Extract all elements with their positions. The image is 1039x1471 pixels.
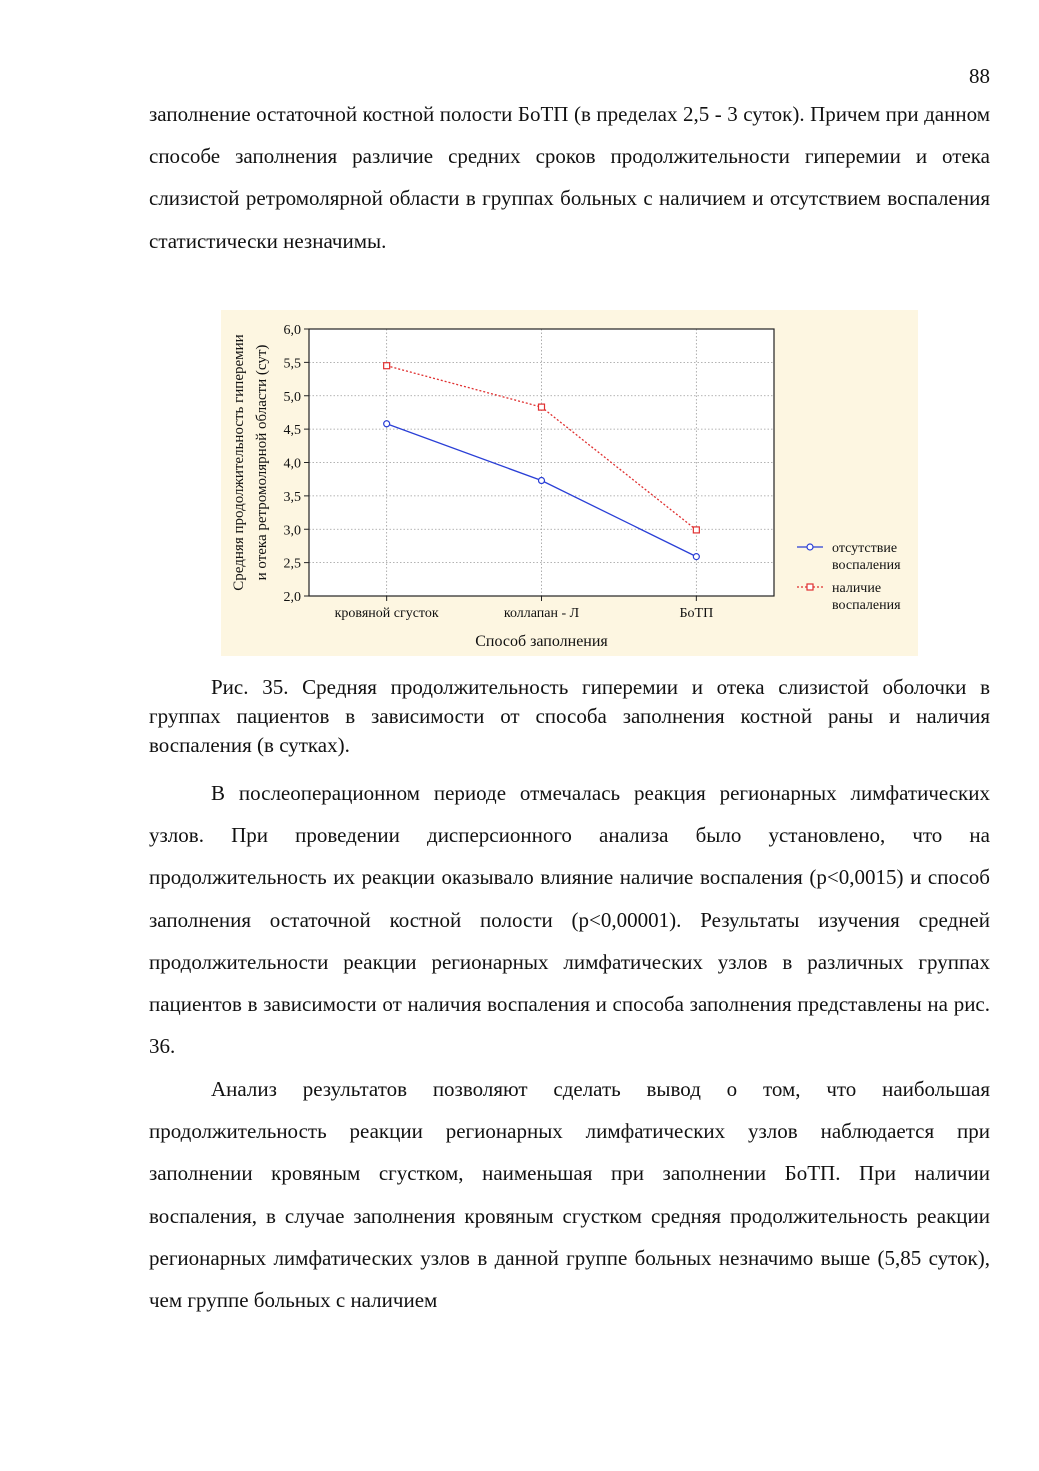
data-point [693,527,699,533]
y-tick-label: 4,5 [283,423,301,439]
y-tick-label: 3,0 [283,523,301,539]
data-point [539,478,545,484]
data-point [384,421,390,427]
y-tick-label: 2,0 [283,590,301,605]
x-tick-label: кровяной сгусток [334,606,439,621]
y-tick-label: 3,5 [283,489,301,505]
y-tick-label: 4,0 [283,456,301,472]
legend-marker [807,544,813,550]
y-tick-label: 5,5 [283,356,301,372]
y-tick-label: 2,5 [283,556,301,572]
data-point [693,554,699,560]
x-axis-label: Способ заполнения [475,633,608,650]
line-chart [221,310,918,656]
paragraph-3: Анализ результатов позволяют сделать вывод о том, что наибольшая продолжительность реакции регионарных лимфатических узлов наблюдается при заполнении кровяным сгустком, наименьшая при заполнении БоТП. При наличии воспаления, в случае заполнения кровяным сгустком средняя продолжительность реакции регионарных лимфатических узлов в данной группе больных незначимо выше (5,85 суток), чем группе больных с наличием [149,1077,990,1313]
legend-label: наличие [832,581,882,596]
figure-chart [221,310,918,656]
page-number: 88 [969,64,990,88]
y-tick-label: 6,0 [283,323,301,338]
x-tick-label: БоТП [679,606,714,621]
data-point [384,363,390,369]
figure-caption: Рис. 35. Средняя продолжительность гиперемии и отека слизистой оболочки в группах пациентов в зависимости от способа заполнения костной раны и наличия воспаления (в сутках). [149,675,990,757]
x-tick-label: коллапан - Л [503,606,580,621]
y-tick-label: 5,0 [283,389,301,405]
paragraph-2: В послеоперационном периоде отмечалась реакция регионарных лимфатических узлов. При проведении дисперсионного анализа было установлено, что на продолжительность их реакции оказывало влияние наличие воспаления (p<0,0015) и способ заполнения остаточной костной полости (p<0,00001). Результаты изучения средней продолжительности реакции регионарных лимфатических узлов в различных группах пациентов в зависимости от наличия воспаления и способа заполнения представлены на рис. 36. [149,781,990,1059]
y-axis-label: и отека ретромолярной области (сут) [254,344,270,581]
legend-label: воспаления [832,558,901,573]
data-point [539,404,545,410]
y-axis-label: Средняя продолжительность гиперемии [231,334,247,591]
legend-label: отсутствие [832,541,898,556]
paragraph-1: заполнение остаточной костной полости БоТП (в пределах 2,5 - 3 суток). Причем при данном способе заполнения различие средних сроков продолжительности гиперемии и отека слизистой ретромолярной области в группах больных с наличием и отсутствием воспаления статистически незначимы. [149,102,990,253]
legend-label: воспаления [832,598,901,613]
legend-marker [807,584,813,590]
